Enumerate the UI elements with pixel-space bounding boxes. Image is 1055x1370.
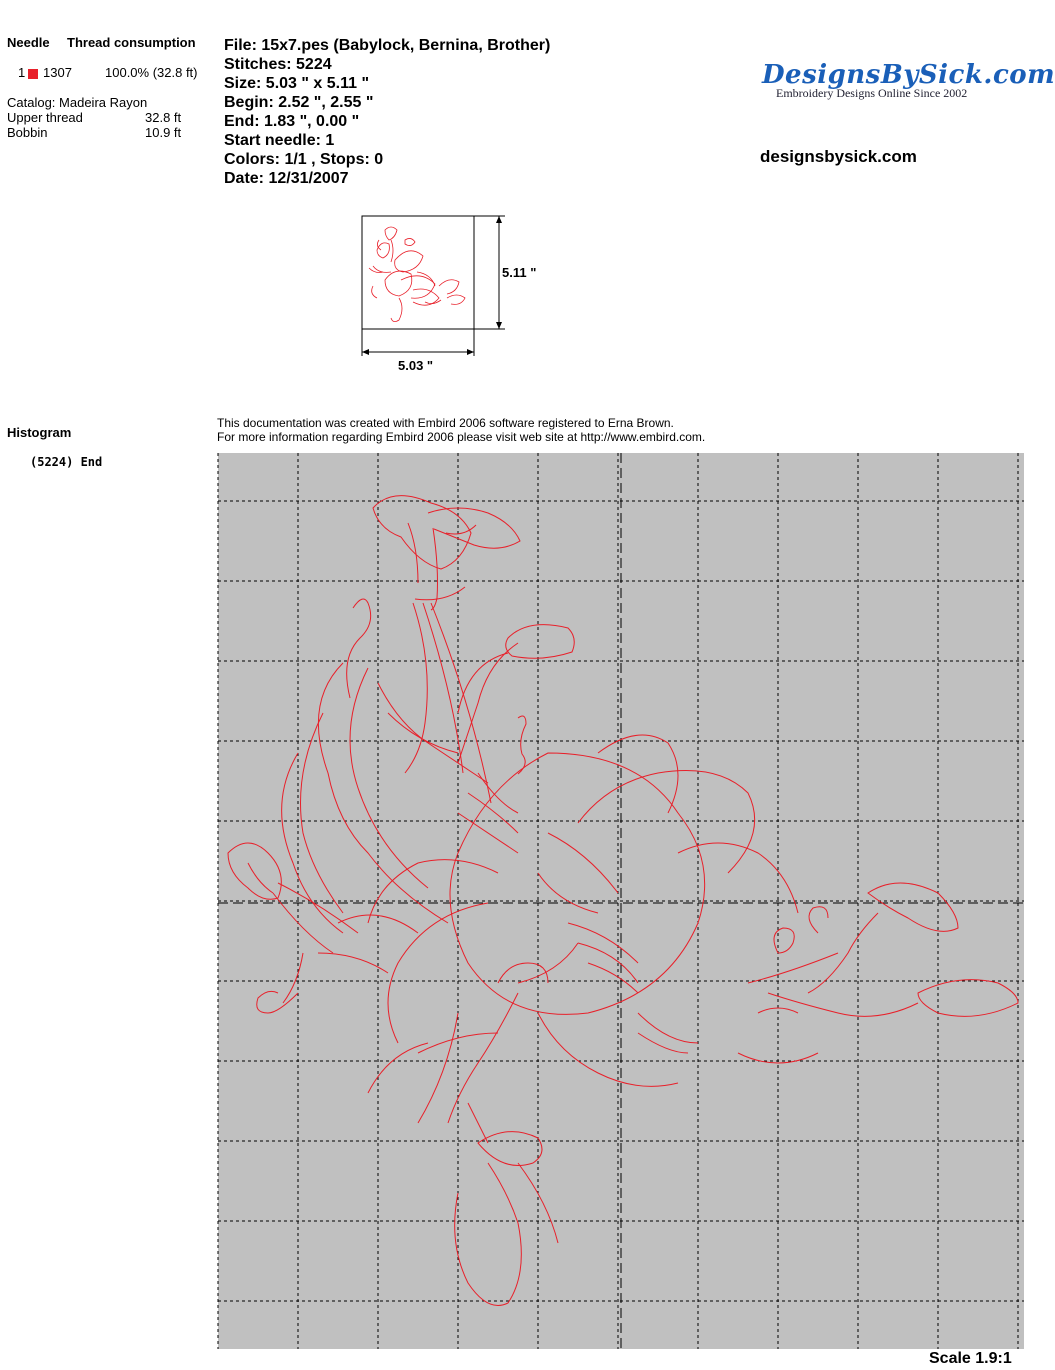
canvas-svg — [218, 453, 1024, 1349]
file-name: File: 15x7.pes (Babylock, Bernina, Brother) — [224, 37, 551, 54]
design-date: Date: 12/31/2007 — [224, 170, 349, 187]
thread-code: 1307 — [43, 65, 72, 80]
file-info — [224, 36, 550, 188]
design-thumbnail — [355, 210, 555, 380]
histogram-title: Histogram — [7, 425, 72, 440]
thumbnail-height-label: 5.11 " — [502, 265, 537, 280]
notes-line-1: This documentation was created with Embird 2006 software registered to Erna Brown. — [217, 416, 674, 430]
embird-notes — [217, 416, 705, 444]
thread-consumption-value: 100.0% (32.8 ft) — [105, 65, 198, 80]
begin-position: Begin: 2.52 ", 2.55 " — [224, 94, 374, 111]
grid-lines — [218, 453, 1024, 1349]
thumbnail-width-label: 5.03 " — [398, 358, 434, 373]
upper-thread-value: 32.8 ft — [145, 110, 182, 125]
brand-tagline: Embroidery Designs Online Since 2002 — [776, 86, 968, 100]
start-needle: Start needle: 1 — [224, 132, 335, 149]
design-size: Size: 5.03 " x 5.11 " — [224, 75, 370, 92]
needle-header: Needle — [7, 35, 50, 50]
histogram-entry: (5224) End — [30, 455, 103, 469]
colors-stops: Colors: 1/1 , Stops: 0 — [224, 151, 384, 168]
upper-thread-label: Upper thread — [7, 110, 83, 125]
thread-consumption-header: Thread consumption — [67, 35, 196, 50]
brand-logo-text: DesignsBySick.com — [762, 60, 1055, 90]
scale-label: Scale 1.9:1 — [929, 1350, 1012, 1367]
notes-line-2: For more information regarding Embird 2006 please visit web site at http://www.embird.com. — [217, 430, 706, 444]
website-label: designsbysick.com — [760, 147, 917, 166]
end-position: End: 1.83 ", 0.00 " — [224, 113, 360, 130]
thread-color-swatch — [28, 66, 38, 84]
brand-logo — [762, 60, 1055, 101]
needle-number: 1 — [18, 65, 26, 80]
stitch-count: Stitches: 5224 — [224, 56, 332, 73]
bobbin-value: 10.9 ft — [145, 125, 182, 140]
catalog-label: Catalog: Madeira Rayon — [7, 95, 148, 110]
bobbin-label: Bobbin — [7, 125, 48, 140]
design-canvas — [218, 453, 1024, 1349]
